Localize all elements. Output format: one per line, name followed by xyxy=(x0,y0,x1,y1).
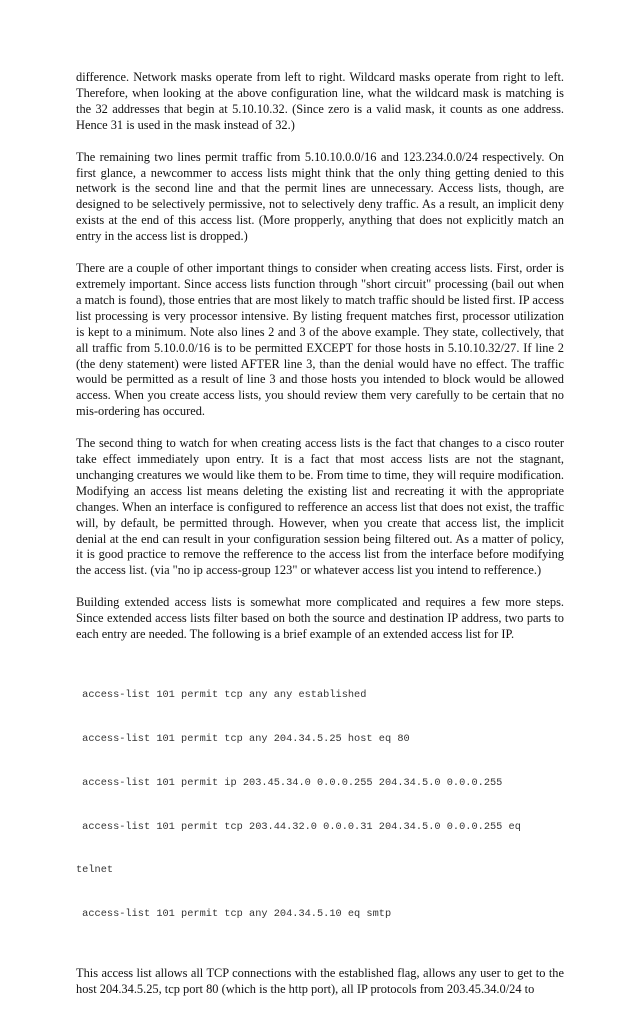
code-line: access-list 101 permit ip 203.45.34.0 0.0.0.255 204.34.5.0 0.0.0.255 xyxy=(76,776,503,789)
code-line: access-list 101 permit tcp any any established xyxy=(76,689,367,702)
paragraph-ordering: There are a couple of other important things to consider when creating access lists. First, order is extremely important. Since access lists function through "short circuit" processing (bail out when a match is found), those entries that are most likely to match traffic should be listed first. IP access list processing is very processor intensive. By listing frequent matches first, processor utilization is kept to a minimum. Note also lines 2 and 3 of the above example. They state, collectively, that all traffic from 5.10.0.0/16 is to be permitted EXCEPT for those hosts in 5.10.10.32/27. If line 2 (the deny statement) were listed AFTER line 3, than the denial would have no effect. The traffic would be permitted as a result of line 3 and those hosts you intended to block would be allowed access. When you create access lists, you should review them very carefully to be certain that no mis-ordering has occured. xyxy=(76,261,564,419)
document-page xyxy=(76,70,564,1014)
code-block xyxy=(76,659,564,951)
code-line: access-list 101 permit tcp any 204.34.5.25 host eq 80 xyxy=(76,732,410,745)
paragraph-immediate-effect: The second thing to watch for when creating access lists is the fact that changes to a cisco router take effect immediately upon entry. It is a fact that most access lists are not the stagnant, unchanging creatures we would like them to be. From time to time, they will require modification. Modifying an access list means deleting the existing list and recreating it with the appropriate changes. When an interface is configured to refference an access list that does not exist, the traffic will, by default, be permitted through. However, when you create that access list, the implicit denial at the end can result in your configuration session being filtered out. As a matter of policy, it is good practice to remove the refference to the access list from the interface before modifying the access list. (via "no ip access-group 123" or whatever access list you intend to refference.) xyxy=(76,436,564,578)
code-line: access-list 101 permit tcp 203.44.32.0 0.0.0.31 204.34.5.0 0.0.0.255 eq xyxy=(76,820,521,833)
code-line: access-list 101 permit tcp any 204.34.5.10 eq smtp xyxy=(76,908,392,921)
code-line: telnet xyxy=(76,864,114,877)
paragraph-extended-lists: Building extended access lists is somewhat more complicated and requires a few more steps. Since extended access lists filter based on both the source and destination IP address, two parts to each entry are needed. The following is a brief example of an extended access list for IP. xyxy=(76,595,564,642)
paragraph-implicit-deny: The remaining two lines permit traffic from 5.10.10.0.0/16 and 123.234.0.0/24 respectively. On first glance, a newcommer to access lists might think that the only thing getting denied to this network is the second line and that the permit lines are unnecessary. Access lists, though, are designed to be selectively permissive, not to selectively deny traffic. As a result, an implicit deny exists at the end of this access list. (More propperly, anything that does not explicitly match an entry in the access list is dropped.) xyxy=(76,149,564,244)
paragraph-closing: This access list allows all TCP connections with the established flag, allows any user to get to the host 204.34.5.25, tcp port 80 (which is the http port), all IP protocols from 203.45.34.0/24 to xyxy=(76,965,564,996)
paragraph-wildcard-mask: difference. Network masks operate from left to right. Wildcard masks operate from right to left. Therefore, when looking at the above configuration line, what the wildcard mask is matching is the 32 addresses that begin at 5.10.10.32. (Since zero is a valid mask, it counts as one address. Hence 31 is used in the mask instead of 32.) xyxy=(76,70,564,132)
